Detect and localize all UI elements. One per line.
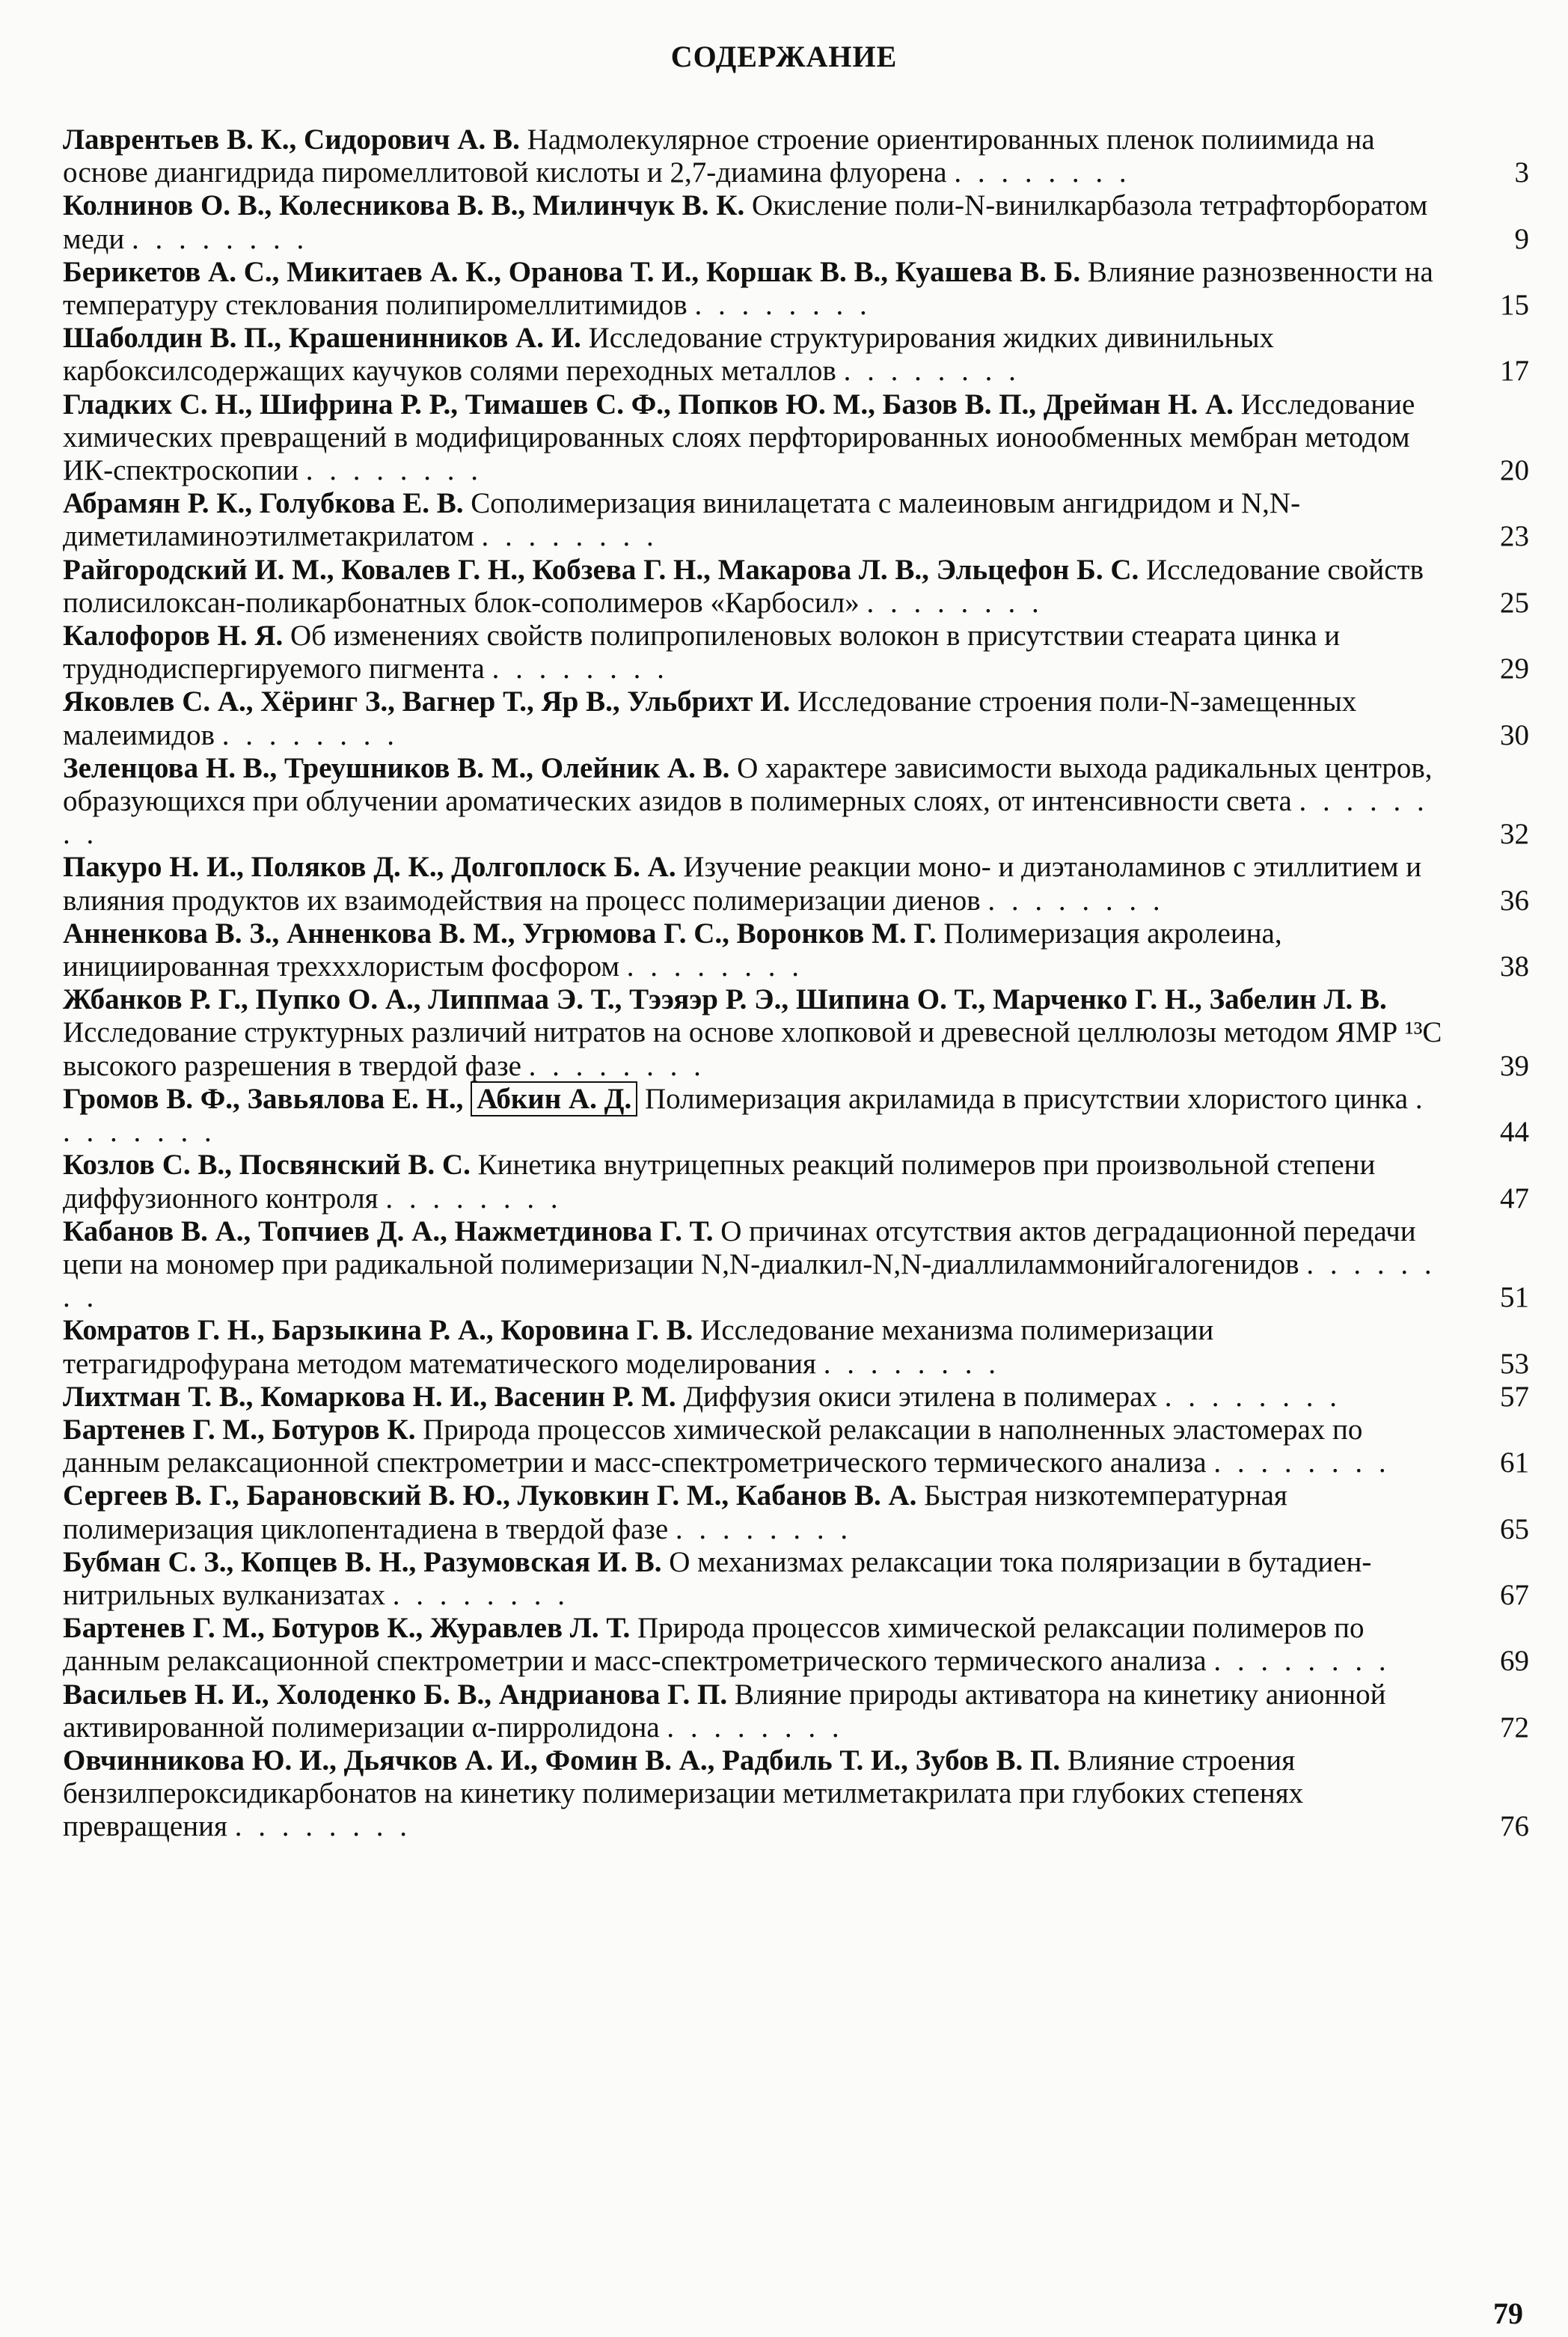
entry-title: Кинетика внутрицепных реакций полимеров при произвольной степени диффузионного контроля: [63, 1149, 1376, 1215]
dot-leader: . . . . . . . .: [675, 1512, 853, 1545]
entry-page-number: 67: [1500, 1578, 1529, 1611]
entry-title: Исследование свойств полисилоксан-поликарбонатных блок-сополимеров «Карбосил»: [63, 553, 1424, 619]
entry-authors: Жбанков Р. Г., Пупко О. А., Липпмаа Э. Т., Тээяэр Р. Э., Шипина О. Т., Марченко Г. Н., Забелин Л. В.: [63, 983, 1387, 1016]
toc-entry-text: [63, 189, 1447, 255]
entry-authors: Колнинов О. В., Колесникова В. В., Милинчук В. К.: [63, 189, 745, 222]
toc-entry: [63, 1215, 1529, 1315]
entry-page-number: 69: [1500, 1645, 1529, 1678]
toc-entry-text: [63, 1381, 1447, 1414]
entry-page-number: 3: [1514, 156, 1529, 189]
entry-page-number: 44: [1500, 1116, 1529, 1149]
entry-authors: Козлов С. В., Посвянский В. С.: [63, 1149, 471, 1182]
dot-leader: . . . . . . . .: [1213, 1645, 1391, 1678]
dot-leader: . . . . . . . .: [694, 289, 872, 322]
toc-entry-text: [63, 1744, 1447, 1844]
dot-leader: . . . . . . . .: [1213, 1447, 1391, 1479]
entry-authors: Гладких С. Н., Шифрина Р. Р., Тимашев С. Ф., Попков Ю. М., Базов В. П., Дрейман Н. А.: [63, 388, 1234, 421]
entry-page-number: 72: [1500, 1711, 1529, 1744]
dot-leader: . . . . . . . .: [667, 1711, 844, 1744]
toc-entry: [63, 1744, 1529, 1844]
entry-title: Природа процессов химической релаксации полимеров по данным релаксационной спектрометрии и масс-спектрометрического термического анализа: [63, 1612, 1365, 1678]
entry-title: Исследование строения поли-N-замещенных малеимидов: [63, 685, 1357, 751]
page-title: СОДЕРЖАНИЕ: [670, 40, 898, 73]
entry-authors: Бубман С. З., Копцев В. Н., Разумовская И. В.: [63, 1545, 662, 1578]
entry-title: О характере зависимости выхода радикальных центров, образующихся при облучении ароматических азидов в полимерных слоях, от интенсивности света: [63, 751, 1433, 818]
entry-title: Полимеризация акриламида в присутствии хлористого цинка: [645, 1082, 1409, 1115]
toc-entry: [63, 752, 1529, 852]
entry-authors: Громов В. Ф., Завьялова Е. Н.,: [63, 1082, 464, 1115]
entry-authors: Райгородский И. М., Ковалев Г. Н., Кобзева Г. Н., Макарова Л. В., Эльцефон Б. С.: [63, 553, 1139, 586]
dot-leader: . . . . . . . .: [131, 222, 309, 255]
entry-title: Влияние природы активатора на кинетику анионной активированной полимеризации α-пирролидона: [63, 1678, 1386, 1744]
entry-title: Влияние разнозвенности на температуру стеклования полипиромеллитимидов: [63, 255, 1433, 322]
dot-leader: . . . . . . . .: [823, 1347, 1000, 1380]
entry-title: Полимеризация акролеина, инициированная трехххлористым фосфором: [63, 917, 1282, 983]
entry-page-number: 39: [1500, 1049, 1529, 1082]
entry-page-number: 53: [1500, 1347, 1529, 1380]
entry-authors: Лихтман Т. В., Комаркова Н. И., Васенин Р. М.: [63, 1380, 676, 1413]
toc-entry-text: [63, 322, 1447, 388]
entry-page-number: 57: [1500, 1380, 1529, 1413]
toc-entry: [63, 1414, 1529, 1479]
entry-page-number: 38: [1500, 950, 1529, 983]
entry-authors: Бартенев Г. М., Ботуров К.: [63, 1413, 416, 1446]
entry-page-number: 32: [1500, 818, 1529, 851]
toc-entry: [63, 256, 1529, 322]
toc-entry-text: [63, 620, 1447, 685]
entry-authors: Бартенев Г. М., Ботуров К., Журавлев Л. Т.: [63, 1612, 631, 1645]
entry-authors: Яковлев С. А., Хёринг З., Вагнер Т., Яр В., Ульбрихт И.: [63, 685, 791, 718]
toc-entry: [63, 1612, 1529, 1678]
toc-entry-text: [63, 851, 1447, 917]
entry-page-number: 47: [1500, 1182, 1529, 1215]
toc-entry: [63, 1314, 1529, 1380]
entry-authors: Абрамян Р. К., Голубкова Е. В.: [63, 487, 464, 520]
table-of-contents: [63, 123, 1529, 1844]
dot-leader: . . . . . . . .: [481, 520, 658, 553]
toc-entry: [63, 189, 1529, 255]
entry-title: Быстрая низкотемпературная полимеризация циклопентадиена в твердой фазе: [63, 1479, 1287, 1545]
entry-page-number: 51: [1500, 1281, 1529, 1314]
entry-title: Изучение реакции моно- и диэтаноламинов с этиллитием и влияния продуктов их взаимодействия на процесс полимеризации диенов: [63, 851, 1422, 917]
toc-entry-text: [63, 123, 1447, 189]
dot-leader: . . . . . . . .: [63, 785, 1429, 851]
toc-entry: [63, 554, 1529, 620]
entry-title: Исследование химических превращений в модифицированных слоях перфторированных ионообменных мембран методом ИК-спектроскопии: [63, 388, 1415, 487]
toc-entry-text: [63, 1546, 1447, 1612]
entry-title: О механизмах релаксации тока поляризации в бутадиен-нитрильных вулканизатах: [63, 1545, 1372, 1611]
entry-page-number: 61: [1500, 1447, 1529, 1479]
toc-entry-text: [63, 1414, 1447, 1479]
dot-leader: . . . . . . . .: [234, 1810, 411, 1843]
dot-leader: . . . . . . . .: [305, 454, 483, 487]
toc-entry: [63, 487, 1529, 553]
entry-page-number: 29: [1500, 653, 1529, 685]
entry-title: Диффузия окиси этилена в полимерах: [683, 1380, 1157, 1413]
entry-authors: Калофоров Н. Я.: [63, 620, 284, 653]
entry-page-number: 30: [1500, 718, 1529, 751]
dot-leader: . . . . . . . .: [63, 1082, 1427, 1149]
toc-entry: [63, 620, 1529, 685]
toc-entry: [63, 1381, 1529, 1414]
dot-leader: . . . . . . . .: [843, 355, 1020, 388]
entry-page-number: 15: [1500, 289, 1529, 322]
dot-leader: . . . . . . . .: [63, 1247, 1436, 1314]
toc-entry: [63, 1149, 1529, 1215]
dot-leader: . . . . . . . .: [1164, 1380, 1341, 1413]
toc-entry: [63, 685, 1529, 751]
toc-entry-text: [63, 983, 1447, 1083]
entry-authors: Лаврентьев В. К., Сидорович А. В.: [63, 123, 520, 156]
toc-entry: [63, 1479, 1529, 1545]
entry-title: Окисление поли-N-винилкарбазола тетрафторборатом меди: [63, 189, 1428, 255]
entry-authors: Сергеев В. Г., Барановский В. Ю., Луковкин Г. М., Кабанов В. А.: [63, 1479, 917, 1512]
toc-entry: [63, 983, 1529, 1083]
toc-entry: [63, 851, 1529, 917]
toc-entry: [63, 1678, 1529, 1744]
dot-leader: . . . . . . . .: [221, 718, 399, 751]
entry-page-number: 25: [1500, 586, 1529, 619]
toc-entry-text: [63, 1314, 1447, 1380]
entry-authors: Пакуро Н. И., Поляков Д. К., Долгоплоск Б. А.: [63, 851, 676, 884]
toc-entry-text: [63, 1083, 1447, 1149]
dot-leader: . . . . . . . .: [866, 586, 1044, 619]
dot-leader: . . . . . . . .: [491, 653, 669, 685]
entry-page-number: 17: [1500, 355, 1529, 388]
dot-leader: . . . . . . . .: [987, 884, 1165, 917]
entry-title: Надмолекулярное строение ориентированных пленок полиимида на основе диангидрида пиромеллитовой кислоты и 2,7-диамина флуорена: [63, 123, 1375, 189]
toc-entry: [63, 322, 1529, 388]
entry-title: Исследование структурирования жидких дивинильных карбоксилсодержащих каучуков солями переходных металлов: [63, 322, 1275, 388]
toc-entry-text: [63, 917, 1447, 983]
dot-leader: . . . . . . . .: [385, 1182, 563, 1215]
entry-title: О причинах отсутствия актов деградационной передачи цепи на мономер при радикальной полимеризации N,N-диалкил-N,N-диаллиламмонийгалогенидов: [63, 1215, 1416, 1280]
toc-entry: [63, 1546, 1529, 1612]
entry-page-number: 65: [1500, 1512, 1529, 1545]
entry-authors: Зеленцова Н. В., Треушников В. М., Олейник А. В.: [63, 751, 730, 784]
entry-page-number: 20: [1500, 454, 1529, 487]
entry-page-number: 76: [1500, 1810, 1529, 1843]
entry-authors: Васильев Н. И., Холоденко Б. В., Андрианова Г. П.: [63, 1678, 728, 1711]
entry-title: Исследование структурных различий нитратов на основе хлопковой и древесной целлюлозы методом ЯМР ¹³С высокого разрешения в твердой фазе: [63, 1016, 1442, 1082]
page-number: 79: [1493, 2297, 1523, 2330]
toc-entry-text: [63, 1612, 1447, 1678]
entry-page-number: 23: [1500, 520, 1529, 553]
dot-leader: . . . . . . . .: [626, 950, 804, 983]
entry-title: Об изменениях свойств полипропиленовых волокон в присутствии стеарата цинка и труднодиспергируемого пигмента: [63, 620, 1341, 685]
toc-entry-text: [63, 1215, 1447, 1315]
dot-leader: . . . . . . . .: [954, 156, 1131, 189]
dot-leader: . . . . . . . .: [528, 1049, 705, 1082]
toc-entry-text: [63, 1149, 1447, 1215]
entry-authors: Берикетов А. С., Микитаев А. К., Оранова Т. И., Коршак В. В., Куашева В. Б.: [63, 255, 1081, 288]
entry-authors: Комратов Г. Н., Барзыкина Р. А., Коровина Г. В.: [63, 1314, 693, 1347]
dot-leader: . . . . . . . .: [392, 1578, 569, 1611]
entry-title: Исследование механизма полимеризации тетрагидрофурана методом математического моделирования: [63, 1314, 1214, 1380]
toc-entry-text: [63, 685, 1447, 751]
toc-entry-text: [63, 487, 1447, 553]
toc-entry-text: [63, 256, 1447, 322]
entry-title: Природа процессов химической релаксации в наполненных эластомерах по данным релаксационной спектрометрии и масс-спектрометрического термического анализа: [63, 1413, 1363, 1479]
entry-title: Сополимеризация винилацетата с малеиновым ангидридом и N,N-диметиламиноэтилметакрилатом: [63, 487, 1301, 553]
toc-entry-text: [63, 1678, 1447, 1744]
toc-entry-text: [63, 752, 1447, 852]
entry-authors: Шаболдин В. П., Крашенинников А. И.: [63, 322, 581, 355]
entry-authors: Анненкова В. З., Анненкова В. М., Угрюмова Г. С., Воронков М. Г.: [63, 917, 937, 950]
toc-entry-text: [63, 554, 1447, 620]
entry-boxed-author: Абкин А. Д.: [471, 1081, 637, 1116]
entry-page-number: 9: [1514, 222, 1529, 255]
entry-authors: Овчинникова Ю. И., Дьячков А. И., Фомин В. А., Радбиль Т. И., Зубов В. П.: [63, 1744, 1061, 1777]
toc-entry: [63, 1083, 1529, 1149]
toc-entry: [63, 917, 1529, 983]
entry-authors: Кабанов В. А., Топчиев Д. А., Нажметдинова Г. Т.: [63, 1215, 714, 1247]
entry-title: Влияние строения бензилпероксидикарбонатов на кинетику полимеризации метилметакрилата при глубоких степенях превращения: [63, 1744, 1304, 1843]
toc-entry: [63, 123, 1529, 189]
toc-entry-text: [63, 1479, 1447, 1545]
entry-page-number: 36: [1500, 884, 1529, 917]
toc-entry-text: [63, 388, 1447, 488]
toc-entry: [63, 388, 1529, 488]
